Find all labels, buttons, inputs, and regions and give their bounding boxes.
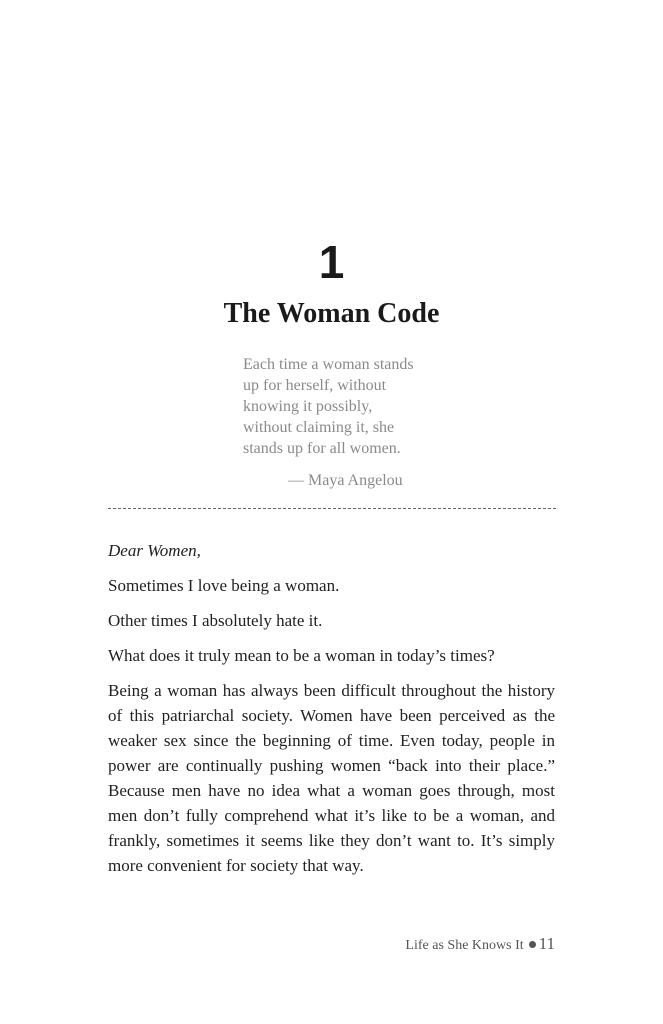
epigraph-line: up for herself, without (243, 377, 387, 394)
chapter-title: The Woman Code (223, 298, 440, 329)
epigraph-line: without claiming it, she (243, 419, 395, 436)
chapter-number: 1 (318, 236, 345, 288)
epigraph-line: knowing it possibly, (243, 398, 373, 415)
paragraph: Sometimes I love being a woman. (108, 576, 340, 595)
paragraph: Other times I absolutely hate it. (108, 611, 323, 630)
bullet-icon (529, 941, 536, 948)
epigraph-line: stands up for all women. (243, 440, 401, 457)
page-number: 11 (538, 934, 555, 953)
body-text (108, 538, 555, 888)
section-divider (108, 508, 556, 509)
epigraph-attribution: — Maya Angelou (288, 472, 403, 489)
page-footer (300, 934, 555, 954)
epigraph-line: Each time a woman stands (243, 356, 414, 373)
salutation: Dear Women, (108, 541, 201, 560)
running-title: Life as She Knows It (405, 938, 524, 953)
paragraph: What does it truly mean to be a woman in today’s times? (108, 646, 495, 665)
epigraph-quote (243, 354, 443, 459)
paragraph: Being a woman has always been difficult throughout the history of this patriarchal society. Women have been perceived as the weaker sex since the beginning of time. Even today, people in power are continually pushing women “back into their place.” Because men have no idea what a woman goes through, most men don’t fully comprehend what it’s like to be a woman, and frankly, sometimes it seems like they don’t want to. It’s simply more convenient for society that way. (108, 681, 555, 875)
